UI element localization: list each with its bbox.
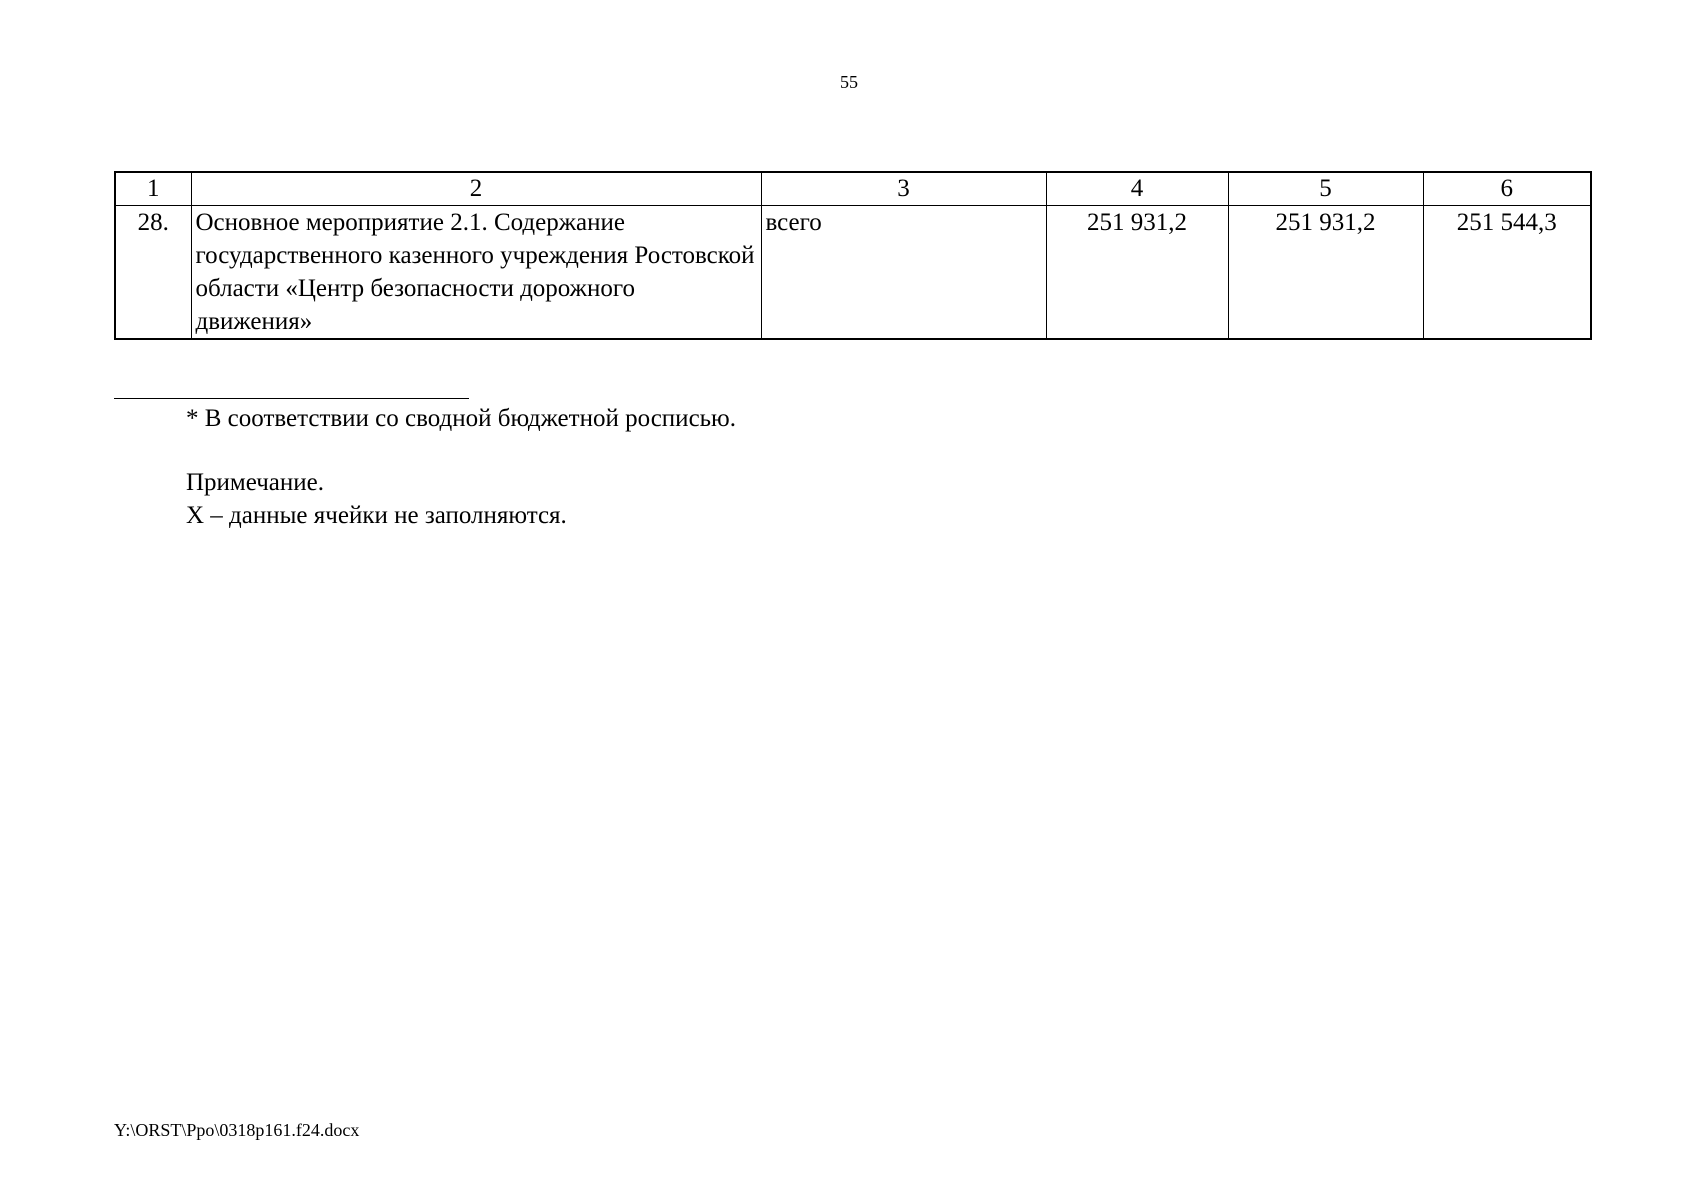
footnote-separator <box>114 398 469 399</box>
note-block <box>186 466 567 532</box>
row-activity-name: Основное мероприятие 2.1. Содержание государственного казенного учреждения Ростовской области «Центр безопасности дорожного движения» <box>191 206 761 340</box>
note-title: Примечание. <box>186 469 325 496</box>
note-text: Х – данные ячейки не заполняются. <box>186 502 567 529</box>
column-header-5: 5 <box>1228 172 1423 206</box>
table-row <box>115 206 1591 340</box>
row-value-col5: 251 931,2 <box>1228 206 1423 340</box>
column-header-3: 3 <box>761 172 1046 206</box>
page-number: 55 <box>840 72 858 92</box>
column-header-1: 1 <box>115 172 191 206</box>
row-value-col6: 251 544,3 <box>1423 206 1591 340</box>
row-funding-source: всего <box>761 206 1046 340</box>
column-header-6: 6 <box>1423 172 1591 206</box>
row-number: 28. <box>115 206 191 340</box>
table-header-row <box>115 172 1591 206</box>
footnote-text: * В соответствии со сводной бюджетной росписью. <box>186 405 736 432</box>
column-header-2: 2 <box>191 172 761 206</box>
column-header-4: 4 <box>1046 172 1228 206</box>
budget-table <box>114 171 1592 340</box>
footer-file-path: Y:\ORST\Ppo\0318p161.f24.docx <box>114 1120 360 1140</box>
row-value-col4: 251 931,2 <box>1046 206 1228 340</box>
